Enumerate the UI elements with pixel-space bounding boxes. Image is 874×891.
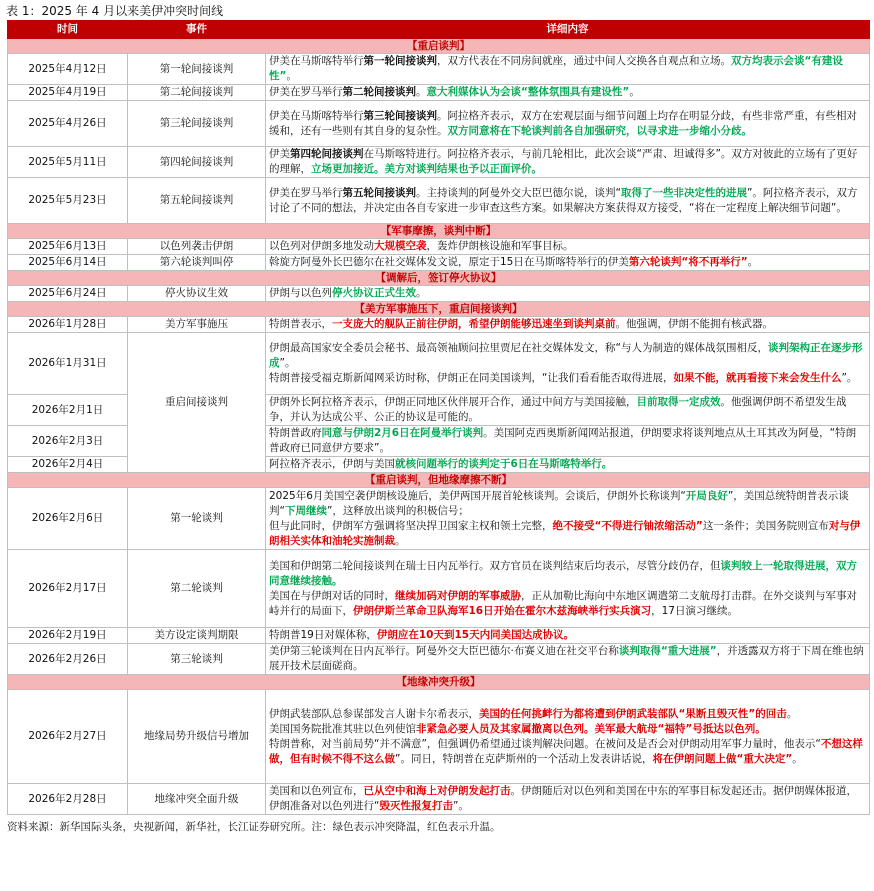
detail-text: 。 (286, 70, 297, 82)
date-cell: 2026年1月31日 (8, 333, 128, 395)
detail-text: 。阿拉格齐表示，双方在宏观层面与细节问题上均存在明显分歧，有些非常严重，有些相对缓和，还有一些则有其自身的复杂性。 (269, 109, 857, 137)
escalation-text: 伊朗伊斯兰革命卫队海军16日开始在霍尔木兹海峡举行实兵演习 (353, 604, 652, 617)
detail-text: 。伊朗随后对以色列和美国在中东的军事目标发起还击。据伊朗媒体报道，伊朗准备对以色列进行“ (269, 785, 857, 812)
detail-text: 。主持谈判的阿曼外交大臣巴德尔说，谈判“ (416, 186, 621, 199)
section-label: 【地缘冲突升级】 (8, 675, 870, 690)
detail-text: 伊美在罗马举行 (269, 186, 343, 199)
detail-text: ”。同日，特朗普在克萨斯州的一个活动上发表讲话说， (395, 752, 653, 765)
date-cell: 2025年6月13日 (8, 239, 128, 255)
cooling-text: 谈判取得“重大进展” (618, 645, 717, 657)
detail-cell (266, 101, 870, 147)
detail-text: 第三轮间接谈判 (363, 109, 437, 122)
table-row (8, 333, 870, 395)
detail-text: 。 (395, 534, 406, 547)
section-header (8, 224, 870, 239)
detail-text: 美国国务院批准其驻以色列使馆 (269, 722, 416, 735)
cooling-text: 意大利媒体认为会谈“整体氛围具有建设性” (426, 86, 630, 98)
detail-text: 这一条件；美国务院则宣布 (702, 519, 829, 532)
detail-cell (266, 54, 870, 85)
cooling-text: 立场更加接近。美方对谈判结果也予以正面评价。 (311, 163, 542, 175)
detail-text: 伊朗最高国家安全委员会秘书、最高领袖顾问拉里贾尼在社交媒体发文，称“与人为制造的媒体战氛围相反， (269, 342, 768, 354)
detail-text: 特朗普政府 (269, 427, 322, 439)
detail-text: ，17日演习继续。 (651, 604, 738, 617)
escalation-text: 一支庞大的舰队正前往伊朗，希望伊朗能够迅速坐到谈判桌前 (332, 318, 616, 330)
section-label: 【调解后，签订停火协议】 (8, 271, 870, 286)
source-note: 资料来源：新华国际头条，央视新闻，新华社，长江证券研究所。注：绿色表示冲突降温，红色表示升温。 (7, 821, 501, 833)
detail-text: 。 (629, 86, 640, 98)
detail-text: ”。 (841, 372, 858, 384)
table-row (8, 101, 870, 147)
header-time: 时间 (8, 21, 128, 39)
section-label: 【重启谈判】 (8, 39, 870, 54)
event-cell: 美方设定谈判期限 (128, 628, 266, 644)
header-detail: 详细内容 (266, 21, 870, 39)
detail-text: 阿拉格齐表示，伊朗与美国 (269, 458, 395, 470)
timeline-table (7, 20, 870, 815)
escalation-text: 已从空中和海上对伊朗发起打击 (363, 785, 511, 797)
detail-text: 但与此同时，伊朗军方强调将坚决捍卫国家主权和领土完整， (269, 519, 553, 532)
date-cell: 2026年2月4日 (8, 457, 128, 473)
detail-text: ”，美国总统特朗普表示谈判“ (269, 489, 849, 517)
escalation-text: 将在伊朗问题上做“重大决定” (652, 752, 793, 765)
date-cell: 2025年5月11日 (8, 147, 128, 178)
detail-text: 第一轮间接谈判 (363, 55, 437, 67)
detail-text: 第四轮间接谈判 (290, 148, 364, 160)
detail-text: 。 (747, 256, 759, 268)
section-header (8, 473, 870, 488)
detail-cell (266, 644, 870, 675)
event-cell: 第三轮间接谈判 (128, 101, 266, 147)
detail-text: 。美国阿克西奥斯新闻网站报道，伊朗要求将谈判地点从土耳其改为阿曼，“特朗普政府已同意伊方要求”。 (269, 427, 857, 454)
detail-text: 斡旋方阿曼外长巴德尔在社交媒体发文说，原定于15日在马斯喀特举行的伊美 (269, 256, 629, 268)
event-cell: 停火协议生效 (128, 286, 266, 302)
event-cell: 第一轮间接谈判 (128, 54, 266, 85)
escalation-text: 毁灭性报复打击 (379, 800, 453, 812)
detail-text: ”。 (452, 800, 469, 812)
detail-text: 。他强调，伊朗不能拥有核武器。 (615, 318, 773, 330)
detail-text: ”。 (279, 357, 296, 369)
detail-text: ，双方代表在不同房间就座，通过中间人交换各自观点和立场。 (437, 55, 731, 67)
table-row (8, 628, 870, 644)
detail-text: 第二轮间接谈判 (342, 86, 416, 98)
date-cell: 2026年2月26日 (8, 644, 128, 675)
detail-text: ，轰炸伊朗核设施和军事目标。 (426, 240, 574, 252)
date-cell: 2026年2月28日 (8, 784, 128, 815)
date-cell: 2025年4月12日 (8, 54, 128, 85)
detail-text: 。他强调伊朗不希望发生战争，并认为达成公平、公正的协议是可能的。 (269, 396, 847, 423)
escalation-text: 继续加码对伊朗的军事威胁 (395, 589, 521, 602)
cooling-text: 谈判架构正在逐步形成 (269, 342, 863, 369)
detail-text: 伊朗与以色列 (269, 287, 332, 299)
detail-cell (266, 286, 870, 302)
detail-cell (266, 550, 870, 628)
detail-text: 。 (416, 86, 427, 98)
section-header (8, 675, 870, 690)
detail-cell (266, 395, 870, 426)
section-label: 【美方军事施压下，重启间接谈判】 (8, 302, 870, 317)
detail-text: 美伊第三轮谈判在日内瓦举行。阿曼外交大臣巴德尔·布赛义迪在社交平台称 (269, 645, 619, 657)
event-cell: 第三轮谈判 (128, 644, 266, 675)
cooling-text: 双方均表示会谈“有建设性” (269, 55, 843, 82)
detail-text: 。 (786, 707, 798, 720)
detail-cell (266, 690, 870, 784)
cooling-text: 开局良好 (685, 489, 728, 502)
cooling-text: 双方同意将在下轮谈判前各自加强研究，以寻求进一步缩小分歧。 (447, 124, 752, 137)
date-cell: 2026年2月19日 (8, 628, 128, 644)
detail-text: 。 (416, 287, 427, 299)
cooling-text: 下周继续 (284, 504, 327, 517)
detail-cell (266, 317, 870, 333)
detail-text: ，正从加勒比海向中东地区调遣第二支航母打击群。在外交谈判与军事对峙并行的局面下， (269, 589, 857, 617)
cooling-text: 停火协议正式生效 (332, 287, 416, 299)
detail-cell (266, 85, 870, 101)
detail-cell (266, 488, 870, 550)
section-label: 【军事摩擦，谈判中断】 (8, 224, 870, 239)
detail-text: 特朗普19日对媒体称， (269, 629, 377, 641)
detail-text: 美国在与伊朗对话的同时， (269, 589, 395, 602)
escalation-text: 伊朗应在10天到15天内同美国达成协议。 (376, 629, 575, 641)
detail-cell (266, 426, 870, 457)
event-cell: 第一轮谈判 (128, 488, 266, 550)
cooling-text: 取得了一些非决定性的进展 (620, 186, 747, 199)
date-cell: 2025年4月19日 (8, 85, 128, 101)
date-cell: 2026年2月3日 (8, 426, 128, 457)
table-row (8, 147, 870, 178)
detail-text: 美国和以色列宣布， (269, 785, 364, 797)
table-row (8, 286, 870, 302)
table-row (8, 255, 870, 271)
detail-text: 伊美在马斯喀特举行 (269, 55, 364, 67)
detail-text: 伊朗武装部队总参谋部发言人谢卡尔希表示， (269, 707, 479, 720)
date-cell: 2026年2月17日 (8, 550, 128, 628)
detail-text: 在马斯喀特进行。阿拉格齐表示，与前几轮相比，此次会谈“严肃、坦诚得多”。双方对彼此的立场有了更好的理解， (269, 148, 858, 175)
section-header (8, 271, 870, 286)
table-row (8, 239, 870, 255)
timeline-body (8, 39, 870, 815)
cooling-text: 就核问题举行的谈判定于6日在马斯喀特举行。 (395, 458, 613, 470)
table-row (8, 54, 870, 85)
date-cell: 2026年2月1日 (8, 395, 128, 426)
table-row (8, 784, 870, 815)
detail-text: 特朗普称，对当前局势“并不满意”，但强调仍希望通过谈判解决问题。在被问及是否会对伊朗动用军事力量时，他表示“ (269, 737, 821, 750)
event-cell: 第四轮间接谈判 (128, 147, 266, 178)
table-row (8, 488, 870, 550)
escalation-text: 不想这样做，但有时候不得不这么做 (269, 737, 863, 765)
event-cell: 以色列袭击伊朗 (128, 239, 266, 255)
escalation-text: 第六轮谈判“将不再举行” (628, 256, 748, 268)
cooling-text: 谈判较上一轮取得进展，双方同意继续接触。 (269, 559, 857, 587)
section-header (8, 39, 870, 54)
detail-cell (266, 784, 870, 815)
date-cell: 2025年6月24日 (8, 286, 128, 302)
section-header (8, 302, 870, 317)
table-row (8, 85, 870, 101)
event-cell: 第二轮间接谈判 (128, 85, 266, 101)
detail-text: 伊美在罗马举行 (269, 86, 343, 98)
date-cell: 2026年1月28日 (8, 317, 128, 333)
section-label: 【重启谈判，但地缘摩擦不断】 (8, 473, 870, 488)
detail-text: 伊朗外长阿拉格齐表示，伊朗正同地区伙伴展开合作，通过中间方与美国接触， (269, 396, 637, 408)
table-row (8, 644, 870, 675)
detail-cell (266, 239, 870, 255)
event-cell: 美方军事施压 (128, 317, 266, 333)
escalation-text: 绝不接受“不得进行铀浓缩活动” (552, 519, 703, 532)
detail-text: ”。阿拉格齐表示，双方讨论了不同的想法，并决定由各自专家进一步审查这些方案。如果解决方案获得双方接受，“将在一定程度上解决细节问题”。 (269, 186, 858, 214)
detail-text: 美国和伊朗第二轮间接谈判在瑞士日内瓦举行。双方官员在谈判结束后均表示，尽管分歧仍存，但 (269, 559, 721, 572)
detail-cell (266, 147, 870, 178)
event-cell: 第六轮谈判叫停 (128, 255, 266, 271)
date-cell: 2025年5月23日 (8, 178, 128, 224)
escalation-text: 美国的任何挑衅行为都将遭到伊朗武装部队“果断且毁灭性”的回击 (479, 707, 787, 720)
table-row (8, 690, 870, 784)
header-row (8, 21, 870, 39)
detail-text: 2025年6月美国空袭伊朗核设施后，美伊两国开展首轮核谈判。会谈后，伊朗外长称谈判“ (269, 489, 686, 502)
table-row (8, 178, 870, 224)
detail-text: 。 (792, 752, 803, 765)
detail-text: 特朗普接受福克斯新闻网采访时称，伊朗正在同美国谈判，“让我们看看能否取得进展， (269, 372, 674, 384)
date-cell: 2025年4月26日 (8, 101, 128, 147)
detail-cell (266, 333, 870, 395)
date-cell: 2026年2月27日 (8, 690, 128, 784)
event-cell: 地缘局势升级信号增加 (128, 690, 266, 784)
escalation-text: 非紧急必要人员及其家属撤离以色列。美军最大航母“福特”号抵达以色列。 (416, 722, 766, 735)
table-row (8, 317, 870, 333)
table-row (8, 550, 870, 628)
cooling-text: 同意与伊朗2月6日在阿曼举行谈判 (321, 427, 484, 439)
detail-cell (266, 178, 870, 224)
table-title: 表 1：2025 年 4 月以来美伊冲突时间线 (6, 4, 224, 18)
event-cell: 第五轮间接谈判 (128, 178, 266, 224)
event-cell: 第二轮谈判 (128, 550, 266, 628)
detail-text: ，并透露双方将于下周在维也纳展开技术层面磋商。 (269, 645, 864, 672)
detail-text: 特朗普表示， (269, 318, 332, 330)
header-event: 事件 (128, 21, 266, 39)
escalation-text: 大规模空袭 (374, 240, 427, 252)
date-cell: 2025年6月14日 (8, 255, 128, 271)
event-cell: 地缘冲突全面升级 (128, 784, 266, 815)
detail-text: ”，这释放出谈判的积极信号； (326, 504, 469, 517)
detail-cell (266, 457, 870, 473)
detail-text: 以色列对伊朗多地发动 (269, 240, 374, 252)
detail-text: 第五轮间接谈判 (342, 186, 416, 199)
escalation-text: 如果不能，就再看接下来会发生什么 (673, 372, 842, 384)
detail-text: 伊美在马斯喀特举行 (269, 109, 364, 122)
detail-cell (266, 628, 870, 644)
escalation-text: 对与伊朗相关实体和油轮实施制裁 (269, 519, 861, 547)
date-cell: 2026年2月6日 (8, 488, 128, 550)
event-cell: 重启间接谈判 (128, 333, 266, 473)
detail-cell (266, 255, 870, 271)
detail-text: 伊美 (269, 148, 290, 160)
cooling-text: 目前取得一定成效 (636, 396, 721, 408)
